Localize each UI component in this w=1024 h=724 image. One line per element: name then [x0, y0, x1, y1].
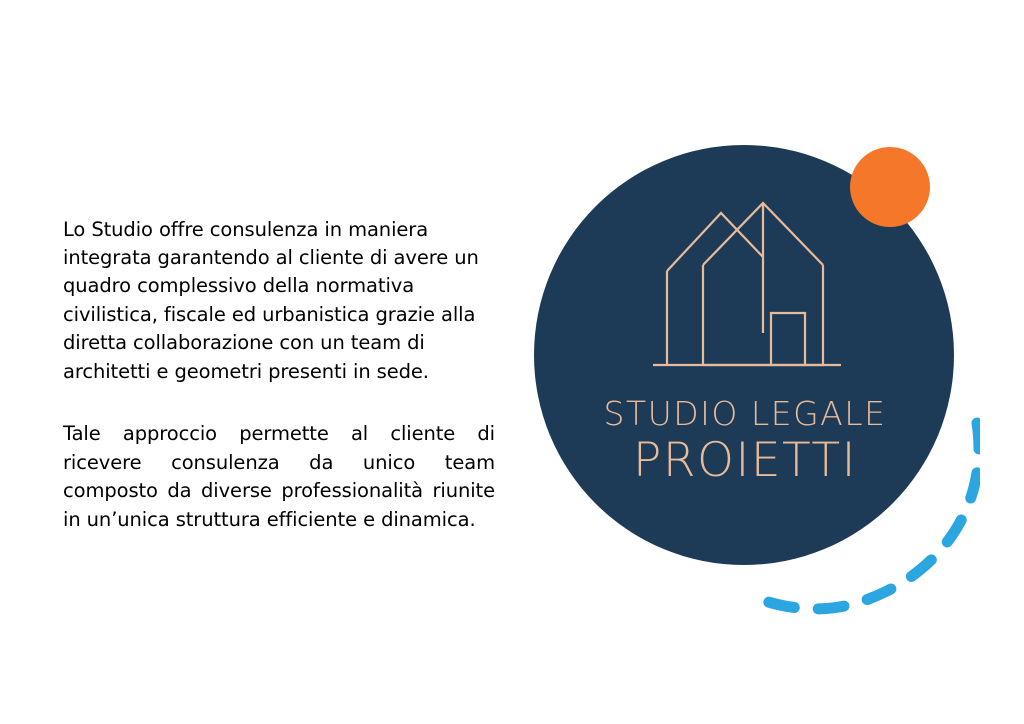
- logo-block: [520, 130, 980, 610]
- logo-line-1: STUDIO LEGALE: [603, 394, 887, 433]
- paragraph-1: Lo Studio offre consulenza in maniera integrata garantendo al cliente di avere un quadro complessivo della normativa civilistica, fiscale ed urbanistica grazie alla diretta collaborazione con un team di architetti e geometri presenti in sede.: [63, 217, 479, 383]
- logo-line-2: PROIETTI: [632, 432, 857, 488]
- logo-wordmark: [520, 395, 970, 487]
- body-text-column: [63, 196, 495, 554]
- paragraph-2: Tale approccio permette al cliente di ricevere consulenza da unico team composto da diverse professionalità riunite in un’unica struttura efficiente e dinamica.: [63, 422, 495, 531]
- accent-dot-icon: [850, 147, 930, 227]
- house-outline-icon: [645, 165, 845, 390]
